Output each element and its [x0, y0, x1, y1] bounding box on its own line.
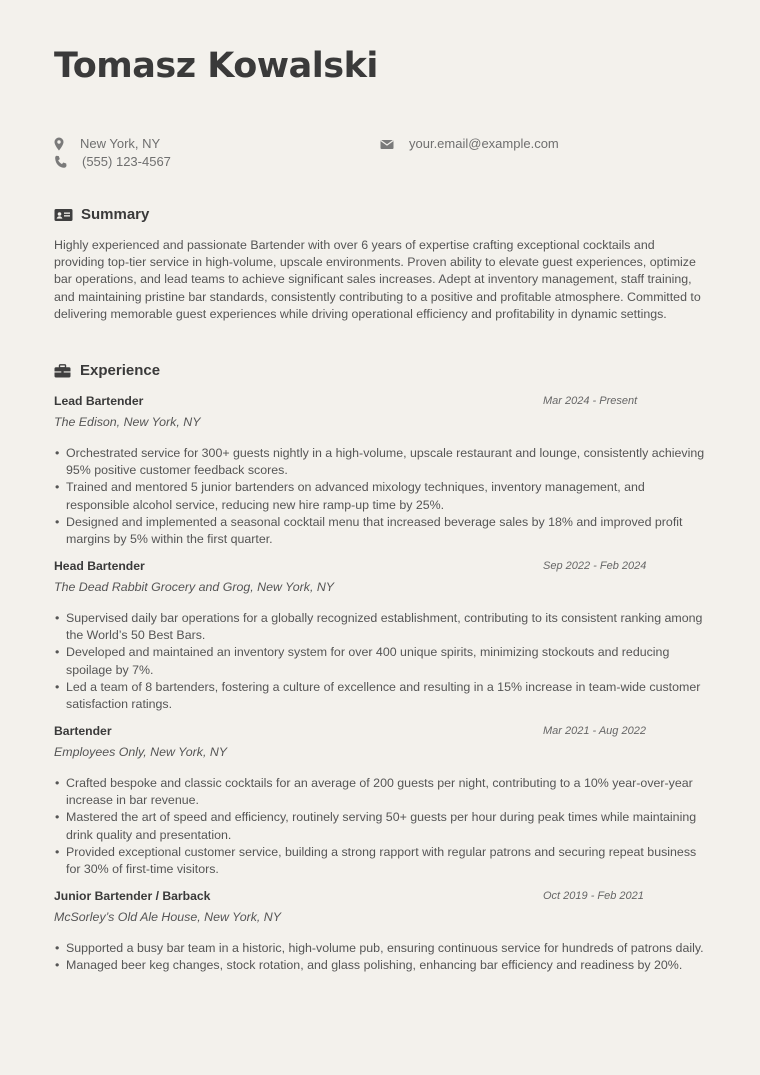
summary-text: Highly experienced and passionate Bartender with over 6 years of expertise crafting exceptional cocktails and providing top-tier service in high-volume, upscale environments. Proven ability to elevate guest experiences, optimize bar operations, and lead teams to achieve significant sales increases. Adept at inventory management, staff training, and maintaining pristine bar standards, consistently contributing to a positive and profitable atmosphere. Committed to delivering memorable guest experiences while driving operational efficiency and profitability in dynamic settings.: [54, 238, 701, 321]
summary-heading: [54, 206, 149, 223]
bullet-item: • Managed beer keg changes, stock rotation, and glass polishing, enhancing bar efficiency and readiness by 20%.: [54, 957, 706, 974]
bullet-item: • Developed and maintained an inventory system for over 400 unique spirits, minimizing stockouts and reducing spoilage by 7%.: [54, 644, 706, 678]
bullet-item: • Supervised daily bar operations for a globally recognized establishment, contributing to its consistent ranking among the World’s 50 Best Bars.: [54, 610, 706, 644]
phone-text: (555) 123-4567: [82, 154, 171, 169]
experience-heading-label: Experience: [80, 362, 161, 379]
job-title: Head Bartender: [54, 559, 145, 573]
job-company: Employees Only, New York, NY: [54, 745, 228, 759]
contact-email: [380, 136, 559, 151]
map-pin-icon: [54, 137, 68, 151]
job-dates: Mar 2024 - Present: [543, 395, 638, 407]
envelope-icon: [380, 137, 394, 151]
bullet-item: • Orchestrated service for 300+ guests nightly in a high-volume, upscale restaurant and lounge, consistently achieving 95% positive customer feedback scores.: [54, 445, 706, 479]
job-bullets: [54, 940, 706, 974]
job-company: McSorley’s Old Ale House, New York, NY: [54, 910, 282, 924]
bullet-item: • Led a team of 8 bartenders, fostering a culture of excellence and resulting in a 15% increase in team-wide customer satisfaction ratings.: [54, 679, 706, 713]
phone-icon: [54, 155, 68, 169]
id-card-icon: [54, 208, 73, 222]
briefcase-icon: [54, 364, 71, 378]
bullet-item: • Designed and implemented a seasonal cocktail menu that increased beverage sales by 18% and improved profit margins by 5% within the first quarter.: [54, 514, 706, 548]
bullet-item: • Mastered the art of speed and efficiency, routinely serving 50+ guests per hour during peak times while maintaining drink quality and presentation.: [54, 809, 706, 843]
summary-heading-label: Summary: [81, 206, 150, 223]
job-title: Junior Bartender / Barback: [54, 889, 211, 903]
job-bullets: [54, 445, 706, 548]
job-dates: Oct 2019 - Feb 2021: [543, 890, 644, 902]
contact-phone: [54, 154, 171, 169]
bullet-item: • Supported a busy bar team in a historic, high-volume pub, ensuring continuous service for hundreds of patrons daily.: [54, 940, 706, 957]
location-text: New York, NY: [80, 136, 161, 151]
bullet-item: • Crafted bespoke and classic cocktails for an average of 200 guests per night, contributing to a 10% year-over-year increase in bar revenue.: [54, 775, 706, 809]
candidate-name: Tomasz Kowalski: [54, 46, 378, 86]
job-company: The Edison, New York, NY: [54, 415, 201, 429]
email-text: your.email@example.com: [409, 136, 559, 151]
contact-location: [54, 136, 160, 151]
job-dates: Sep 2022 - Feb 2024: [543, 560, 647, 572]
bullet-item: • Provided exceptional customer service, building a strong rapport with regular patrons and securing repeat business for 30% of first-time visitors.: [54, 844, 706, 878]
job-bullets: [54, 775, 706, 878]
job-dates: Mar 2021 - Aug 2022: [543, 725, 646, 737]
bullet-item: • Trained and mentored 5 junior bartenders on advanced mixology techniques, inventory management, and responsible alcohol service, reducing new hire ramp-up time by 25%.: [54, 479, 706, 513]
job-bullets: [54, 610, 706, 713]
experience-heading: [54, 362, 160, 379]
job-company: The Dead Rabbit Grocery and Grog, New York, NY: [54, 580, 335, 594]
job-title: Bartender: [54, 724, 112, 738]
job-title: Lead Bartender: [54, 394, 144, 408]
